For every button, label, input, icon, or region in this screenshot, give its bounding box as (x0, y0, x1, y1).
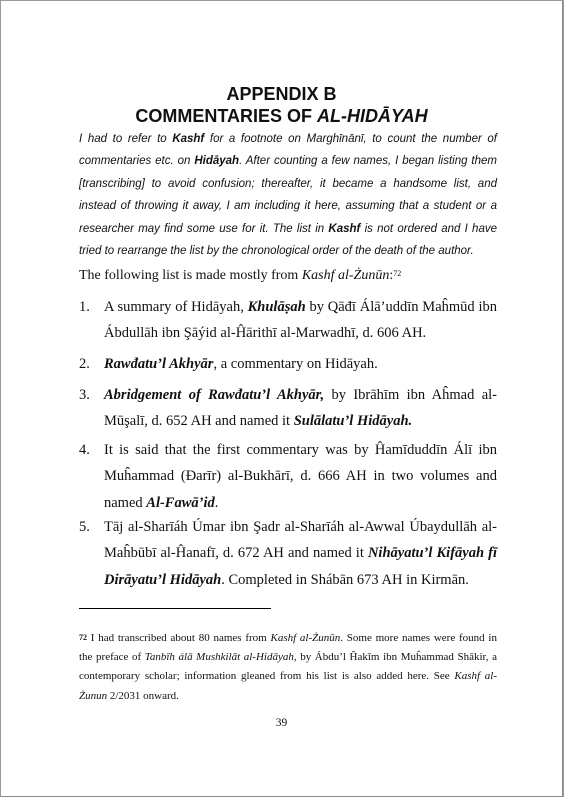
item-plain-text: . Completed in Shábān 673 AH in Kirmān. (221, 571, 469, 588)
lead-colon: : (389, 268, 394, 283)
item-number: 3. (79, 387, 90, 403)
item-number: 4. (79, 442, 90, 458)
item-plain-text: It is said that the first commentary was by Ĥamīduddīn Álī ibn Muĥammad (Đarīr) al-Bukhārī, d. 666 AH in two volumes and named (104, 442, 497, 511)
subheading-italic-text: AL-HIDĀYAH (317, 106, 428, 126)
appendix-heading: APPENDIX B (226, 84, 337, 104)
intro-text: is not ordered and I have tried to rearrange the list by the chronological order of the death of the author. (79, 222, 497, 258)
footnote-text: 2/2031 onward. (107, 689, 179, 702)
item-title: Abridgement of Rawđatu’l Akhyār, (104, 387, 325, 403)
page-number: 39 (275, 717, 288, 729)
subheading-text: COMMENTARIES OF (135, 106, 317, 126)
item-number: 2. (79, 356, 90, 372)
appendix-subheading (1, 105, 562, 127)
item-title: Khulāṣah (247, 299, 306, 315)
item-text (104, 294, 497, 347)
item-text (104, 514, 497, 593)
footnote-italic-title: Tanbīh álā Mushkilāt al-Hidāyah (144, 651, 294, 664)
intro-bold-term: Kashf (328, 222, 361, 235)
footnote-italic-title: Kashf al-Żunun (79, 670, 497, 702)
item-number: 1. (79, 299, 90, 315)
intro-bold-term: Kashf (172, 133, 205, 145)
footnote (79, 629, 497, 706)
footnote-reference[interactable]: 72 (393, 269, 402, 278)
footnote-text: . Some more names were found in the preface of (79, 632, 497, 664)
item-plain-text: by Ibrāhīm ibn Aĥmad al-Mūşalī, d. 652 AH and named it (104, 387, 497, 430)
item-plain-text: Tāj al-Sharīáh Úmar ibn Şadr al-Sharīáh al-Awwal Úbaydullāh al-Maĥbūbī al-Ĥanafī, d. 672 AH and named it (104, 519, 497, 562)
intro-paragraph (79, 128, 497, 262)
lead-source-title: Kashf al-Żunūn (301, 268, 390, 283)
item-title: Al-Fawā’id (146, 494, 215, 511)
footnote-text: , by Ábdu’l Ĥakīm ibn Muĥammad Shākir, a contemporary scholar; information gleaned from his list is also added here. See (79, 651, 497, 683)
intro-bold-term: Hidāyah (194, 155, 240, 168)
item-plain-text: A summary of Hidāyah, (104, 299, 248, 315)
item-text (104, 437, 497, 516)
footnote-italic-title: Kashf al-Żunūn (270, 632, 341, 644)
book-page (1, 1, 563, 797)
item-title: Rawđatu’l Akhyār (104, 356, 214, 372)
footnote-text: I had transcribed about 80 names from (87, 632, 271, 644)
intro-text: I had to refer to (79, 133, 173, 145)
item-title: Sulālatu’l Hidāyah. (293, 413, 413, 430)
item-title: Nihāyatu’l Kifāyah fī Dirāyatu’l Hidāyah (104, 545, 497, 588)
footnote-divider (79, 608, 271, 609)
item-text (104, 382, 497, 435)
lead-text: The following list is made mostly from (79, 268, 302, 283)
intro-text: . After counting a few names, I began listing them [transcribing] to avoid confusion; thereafter, it became a handsome list, and instead of throwing it away, I am including it here, assuming that a student or a researcher may find some use for it. The list in (79, 155, 497, 235)
item-number: 5. (79, 519, 90, 535)
item-plain-text: by Qāđī Álā’uddīn Maĥmūd ibn Ábdullāh ibn Şāýid al-Ĥārithī al-Marwadhī, d. 606 AH. (104, 299, 497, 342)
item-plain-text: . (214, 494, 219, 511)
item-text (104, 351, 497, 377)
intro-text: for a footnote on Marghīnānī, to count the number of commentaries etc. on (79, 133, 497, 168)
list-lead-sentence (79, 266, 497, 286)
item-plain-text: , a commentary on Hidāyah. (213, 356, 378, 372)
footnote-number: 72 (79, 633, 87, 642)
